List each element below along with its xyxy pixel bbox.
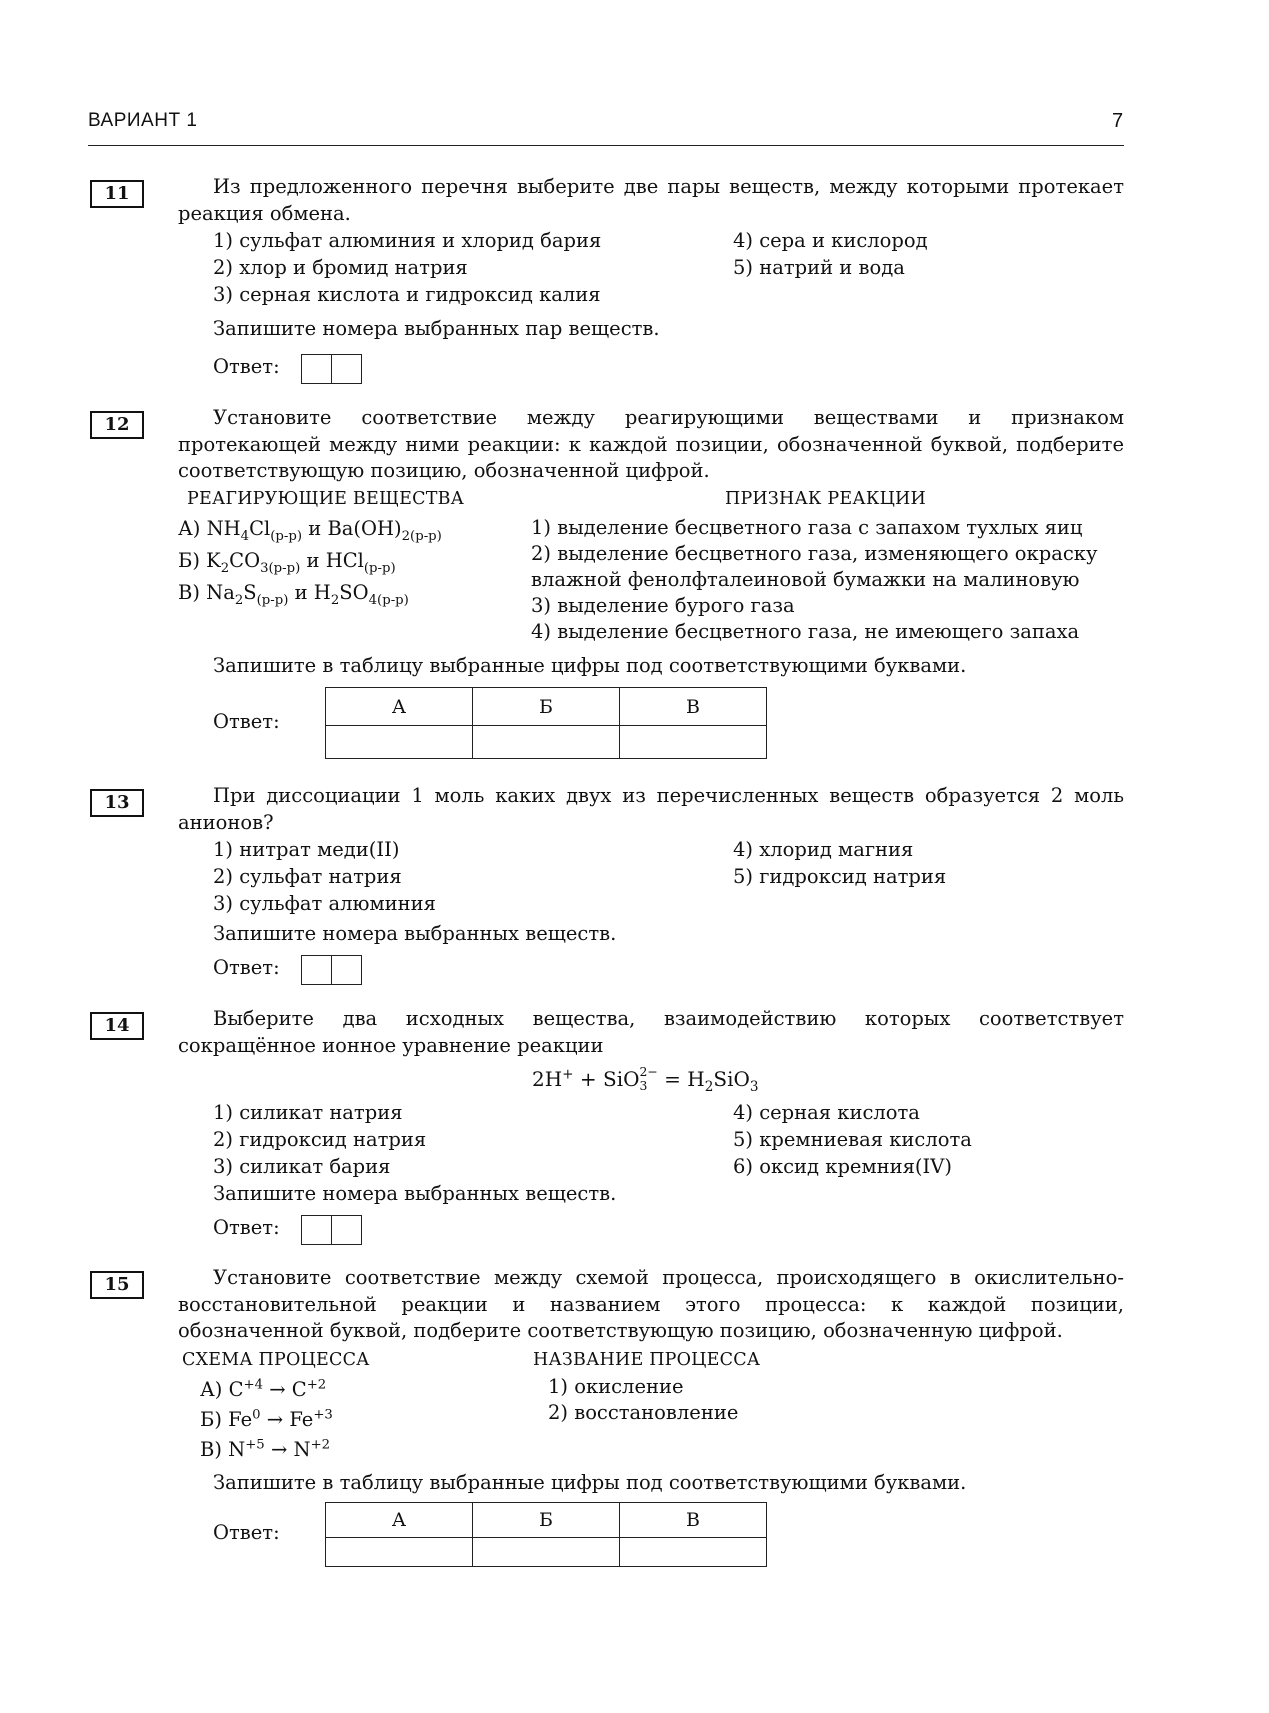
q15-col-v: В <box>620 1503 767 1538</box>
q14-option-5: 5) кремниевая кислота <box>733 1128 972 1151</box>
q11-option-2: 2) хлор и бромид натрия <box>213 256 468 279</box>
q13-option-2: 2) сульфат натрия <box>213 865 402 888</box>
q13-option-4: 4) хлорид магния <box>733 838 914 861</box>
q11-option-4: 4) сера и кислород <box>733 229 928 252</box>
q12-sign-2-cont: влажной фенолфталеиновой бумажки на малиновую <box>531 568 1080 591</box>
answer-cell[interactable] <box>331 1216 361 1244</box>
q14-text: Выберите два исходных вещества, взаимодействию которых соответствует сокращённое ионное уравнение реакции <box>178 1007 1124 1057</box>
answer-cell[interactable] <box>331 355 361 383</box>
answer-cell[interactable] <box>331 956 361 984</box>
q12-instruction: Запишите в таблицу выбранные цифры под соответствующими буквами. <box>213 654 967 677</box>
answer-cell[interactable] <box>302 956 331 984</box>
question-number-13: 13 <box>90 789 144 817</box>
q12-answer-label: Ответ: <box>213 710 280 733</box>
q15-answer-table <box>325 1502 767 1567</box>
q14-option-1: 1) силикат натрия <box>213 1101 403 1124</box>
q12-col-v: В <box>620 688 767 726</box>
q11-answer-label: Ответ: <box>213 355 280 378</box>
q13-answer-box[interactable] <box>301 955 362 985</box>
q12-reactants-v: В) $Na_2S_{(р-р)}$ и $H_2SO_{4(р-р)}$ <box>178 581 409 608</box>
answer-cell[interactable] <box>620 1538 767 1567</box>
q12-sign-2: 2) выделение бесцветного газа, изменяющего окраску <box>531 542 1098 565</box>
question-number-12: 12 <box>90 411 144 439</box>
q11-option-5: 5) натрий и вода <box>733 256 905 279</box>
answer-cell[interactable] <box>473 726 620 759</box>
header-divider <box>88 145 1124 146</box>
q15-right-header: НАЗВАНИЕ ПРОЦЕССА <box>533 1350 761 1370</box>
question-number-15: 15 <box>90 1271 144 1299</box>
q11-answer-box[interactable] <box>301 354 362 384</box>
q13-answer-label: Ответ: <box>213 956 280 979</box>
q14-option-2: 2) гидроксид натрия <box>213 1128 427 1151</box>
answer-cell[interactable] <box>473 1538 620 1567</box>
q14-answer-box[interactable] <box>301 1215 362 1245</box>
q11-text: Из предложенного перечня выберите две пары веществ, между которыми протекает реакция обмена. <box>178 175 1124 225</box>
q11-option-3: 3) серная кислота и гидроксид калия <box>213 283 601 306</box>
q15-scheme-a: А) $C^{+4} \to C^{+2}$ <box>200 1377 327 1401</box>
q13-text: При диссоциации 1 моль каких двух из перечисленных веществ образуется 2 моль анионов? <box>178 784 1124 834</box>
q12-col-b: Б <box>473 688 620 726</box>
answer-cell[interactable] <box>302 1216 331 1244</box>
q15-instruction: Запишите в таблицу выбранные цифры под соответствующими буквами. <box>213 1471 967 1494</box>
page-number: 7 <box>1112 110 1124 132</box>
q11-instruction: Запишите номера выбранных пар веществ. <box>213 317 660 340</box>
q15-scheme-v: В) $N^{+5} \to N^{+2}$ <box>200 1437 331 1461</box>
answer-cell[interactable] <box>326 726 473 759</box>
answer-cell[interactable] <box>620 726 767 759</box>
q15-name-2: 2) восстановление <box>548 1401 739 1424</box>
q13-option-3: 3) сульфат алюминия <box>213 892 436 915</box>
q15-text: Установите соответствие между схемой процесса, происходящего в окислительно-восстановительной реакции и названием этого процесса: к каждой позиции, обозначенной буквой, подберите соответствующую позицию, обозначенную цифрой. <box>178 1266 1124 1342</box>
q15-answer-label: Ответ: <box>213 1521 280 1544</box>
answer-cell[interactable] <box>326 1538 473 1567</box>
q12-answer-table <box>325 687 767 759</box>
q14-option-4: 4) серная кислота <box>733 1101 920 1124</box>
question-number-14: 14 <box>90 1012 144 1040</box>
q14-instruction: Запишите номера выбранных веществ. <box>213 1182 617 1205</box>
q12-reactants-a: А) $NH_4Cl_{(р-р)}$ и $Ba(OH)_{2(р-р)}$ <box>178 517 442 544</box>
q15-col-a: А <box>326 1503 473 1538</box>
q13-instruction: Запишите номера выбранных веществ. <box>213 922 617 945</box>
answer-cell[interactable] <box>302 355 331 383</box>
q15-col-b: Б <box>473 1503 620 1538</box>
q12-text: Установите соответствие между реагирующими веществами и признаком протекающей между ними реакции: к каждой позиции, обозначенной буквой, подберите соответствующую позицию, обозначенной цифрой. <box>178 406 1124 482</box>
q12-sign-4: 4) выделение бесцветного газа, не имеющего запаха <box>531 620 1080 643</box>
q14-answer-label: Ответ: <box>213 1216 280 1239</box>
q12-right-header: ПРИЗНАК РЕАКЦИИ <box>725 489 926 509</box>
q12-sign-3: 3) выделение бурого газа <box>531 594 795 617</box>
q12-left-header: РЕАГИРУЮЩИЕ ВЕЩЕСТВА <box>187 489 465 509</box>
q13-option-5: 5) гидроксид натрия <box>733 865 947 888</box>
q11-option-1: 1) сульфат алюминия и хлорид бария <box>213 229 602 252</box>
q15-left-header: СХЕМА ПРОЦЕССА <box>182 1350 370 1370</box>
q15-name-1: 1) окисление <box>548 1375 684 1398</box>
q12-sign-1: 1) выделение бесцветного газа с запахом тухлых яиц <box>531 516 1083 539</box>
variant-title: ВАРИАНТ 1 <box>88 110 198 131</box>
q12-col-a: А <box>326 688 473 726</box>
q12-reactants-b: Б) $K_2CO_{3(р-р)}$ и HCl$_{(р-р)}$ <box>178 549 396 576</box>
q14-option-6: 6) оксид кремния(IV) <box>733 1155 952 1178</box>
q15-scheme-b: Б) $Fe^0 \to Fe^{+3}$ <box>200 1407 333 1431</box>
q13-option-1: 1) нитрат меди(II) <box>213 838 400 861</box>
q14-option-3: 3) силикат бария <box>213 1155 391 1178</box>
question-number-11: 11 <box>90 180 144 208</box>
ionic-equation: 2H+ + SiO 2− 3 = $H_2SiO_3$ <box>532 1064 759 1095</box>
